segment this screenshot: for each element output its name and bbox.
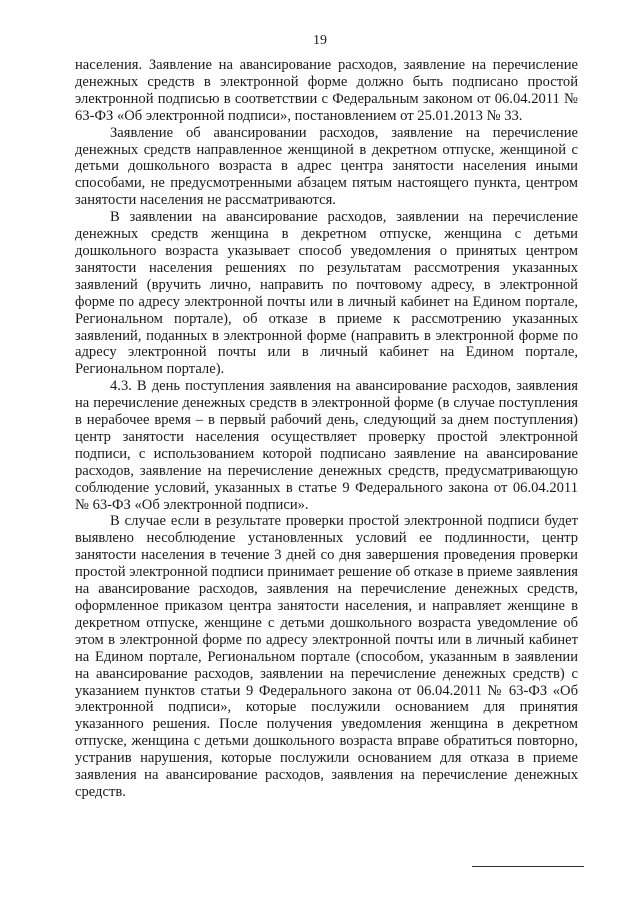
paragraph-4: 4.3. В день поступления заявления на авансирование расходов, заявления на перечисление денежных средств в электронной форме (в случае поступления в нерабочее время – в первый рабочий день, следующий за днем поступления) центр занятости населения осуществляет проверку простой электронной подписи, с использованием которой подписано заявление на авансирование расходов, заявление на перечисление денежных средств, предусматривающую соблюдение условий, указанных в статье 9 Федерального закона от 06.04.2011 № 63-ФЗ «Об электронной подписи». (75, 378, 578, 513)
paragraph-2: Заявление об авансировании расходов, заявление на перечисление денежных средств направленное женщиной в декретном отпуске, женщиной с детьми дошкольного возраста в адрес центра занятости населения иными способами, не предусмотренными абзацем пятым настоящего пункта, центром занятости населения не рассматриваются. (75, 124, 578, 209)
paragraph-3: В заявлении на авансирование расходов, заявлении на перечисление денежных средств женщина в декретном отпуске, женщина с детьми дошкольного возраста указывает способ уведомления о принятых центром занятости населения решениях по результатам рассмотрения указанных заявлений (вручить лично, направить по почтовому адресу, в электронной форме по адресу электронной почты или в личный кабинет на Едином портале, Региональном портале), об отказе в приеме к рассмотрению указанных заявлений, поданных в электронной форме (направить в электронной форме по адресу электронной почты или в личный кабинет на Едином портале, Региональном портале). (75, 209, 578, 378)
paragraph-5: В случае если в результате проверки простой электронной подписи будет выявлено несоблюдение установленных условий ее подлинности, центр занятости населения в течение 3 дней со дня завершения проведения проверки простой электронной подписи принимает решение об отказе в приеме заявления на авансирование расходов, заявления на перечисление денежных средств, оформленное приказом центра занятости населения, и направляет женщине в декретном отпуске, женщине с детьми дошкольного возраста уведомление об этом в электронной форме по адресу электронной почты или в личный кабинет на Едином портале, Региональном портале (способом, указанным в заявлении на авансирование расходов, заявлении на перечисление денежных средств) с указанием пунктов статьи 9 Федерального закона от 06.04.2011 № 63-ФЗ «Об электронной подписи», которые послужили основанием для принятия указанного решения. После получения уведомления женщина в декретном отпуске, женщина с детьми дошкольного возраста вправе обратиться повторно, устранив нарушения, которые послужили основанием для отказа в приеме заявления на авансирование расходов, заявления на перечисление денежных средств. (75, 513, 578, 800)
footer-rule (472, 866, 584, 867)
paragraph-1: населения. Заявление на авансирование расходов, заявление на перечисление денежных средств в электронной форме должно быть подписано простой электронной подписью в соответствии с Федеральным законом от 06.04.2011 № 63-ФЗ «Об электронной подписи», постановлением от 25.01.2013 № 33. (75, 57, 578, 124)
document-body (75, 57, 578, 801)
page-number: 19 (313, 33, 327, 48)
